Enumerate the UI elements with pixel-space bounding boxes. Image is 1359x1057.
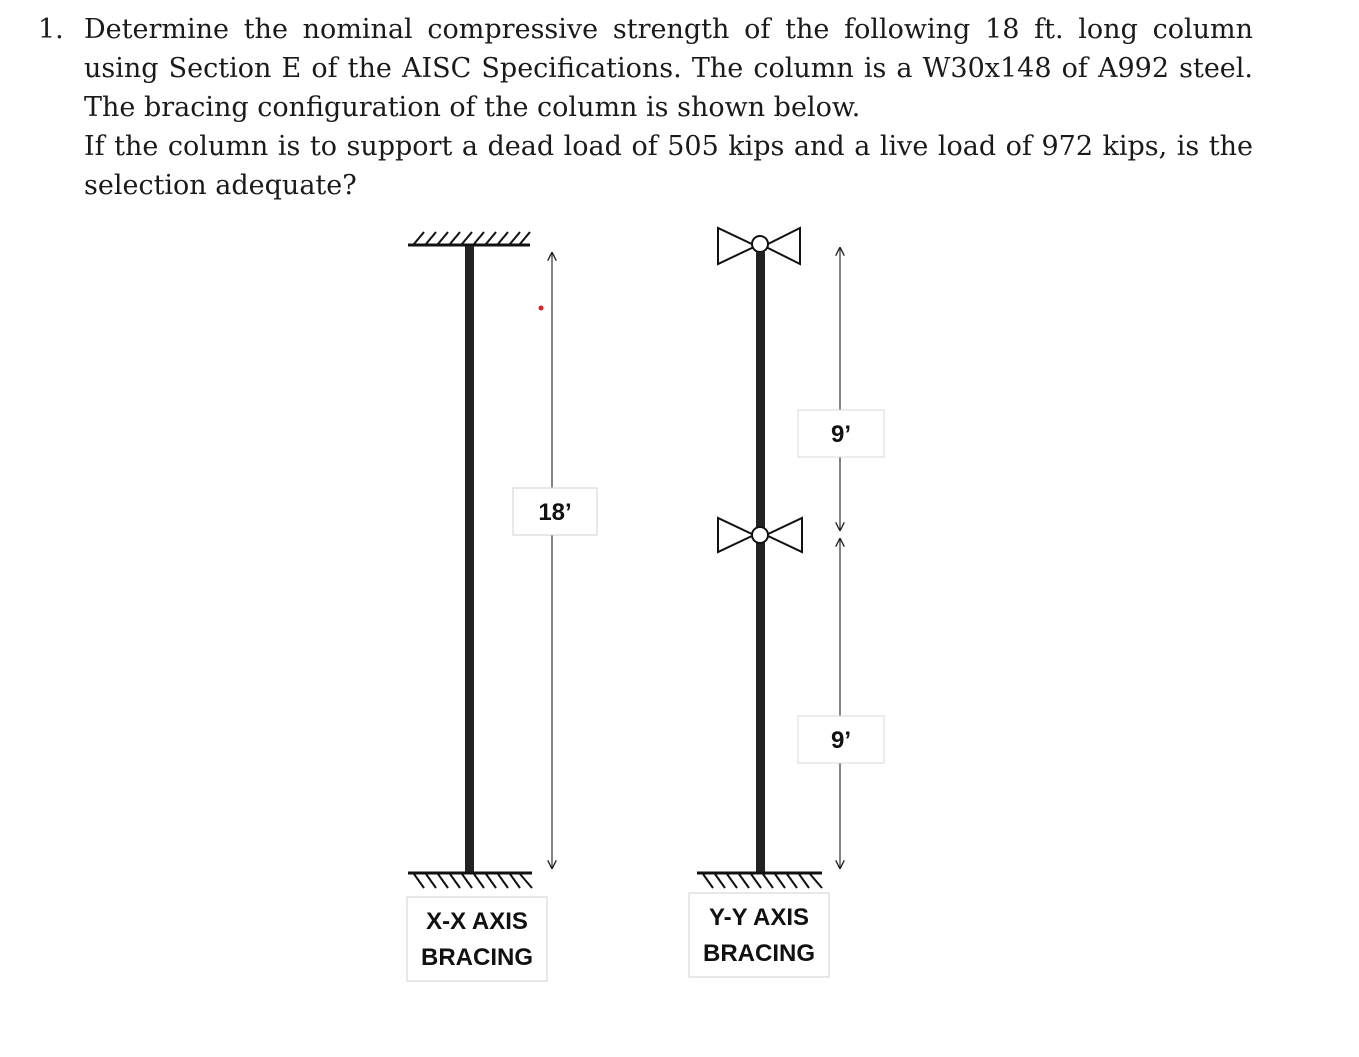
xx-bottom-fixed-support <box>408 873 532 888</box>
yy-caption-line1: Y-Y AXIS <box>708 904 810 931</box>
problem-paragraph-1: Determine the nominal compressive strength of the following 18 ft. long column using Section E of the AISC Specifications. The column is a W30x148 of A992 steel. The bracing configuration of the column is shown below. <box>84 14 1253 123</box>
xx-top-fixed-support <box>408 232 530 245</box>
yy-upper-label: 9’ <box>830 421 852 448</box>
yy-bracing-diagram <box>689 228 884 977</box>
xx-bracing-diagram <box>407 232 597 981</box>
yy-column <box>756 252 765 872</box>
problem-paragraph-2: If the column is to support a dead load of 505 kips and a live load of 972 kips, is the selection adequate? <box>84 131 1253 201</box>
yy-bottom-fixed-support <box>697 873 822 888</box>
xx-caption-line1: X-X AXIS <box>426 908 528 935</box>
yy-lower-label: 9’ <box>830 727 852 754</box>
problem-number: 1. <box>38 14 64 45</box>
xx-length-label: 18’ <box>538 499 572 526</box>
red-dot-mark <box>539 306 544 311</box>
yy-caption-line2: BRACING <box>703 940 815 967</box>
xx-column <box>465 246 474 872</box>
xx-caption-line2: BRACING <box>421 944 533 971</box>
